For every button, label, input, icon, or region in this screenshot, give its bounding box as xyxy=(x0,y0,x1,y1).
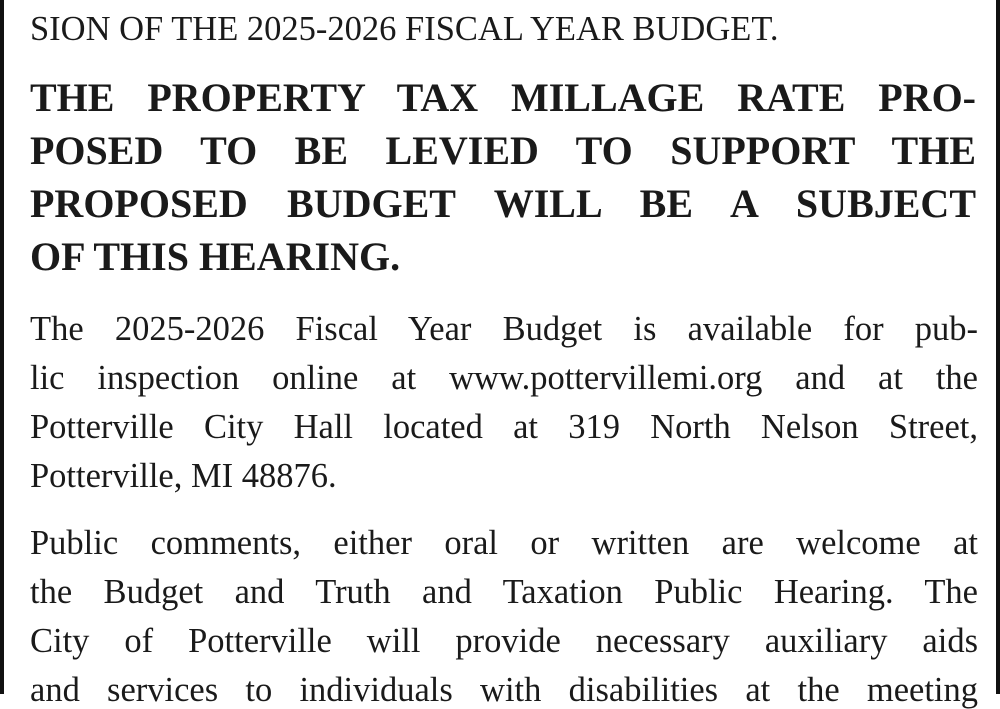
comments-line-1: Public comments, either oral or written are welcome at xyxy=(30,524,978,562)
millage-line-1: THE PROPERTY TAX MILLAGE RATE PRO- xyxy=(30,75,976,120)
millage-line-4: OF THIS HEARING. xyxy=(30,234,401,279)
availability-line-1: The 2025-2026 Fiscal Year Budget is available for pub- xyxy=(30,310,978,348)
comments-line-4: and services to individuals with disabilities at the meeting xyxy=(30,671,978,709)
availability-line-3: Potterville City Hall located at 319 North Nelson Street, xyxy=(30,408,978,446)
availability-line-2: lic inspection online at www.pottervillemi.org and at the xyxy=(30,359,978,397)
comments-line-3: City of Potterville will provide necessary auxiliary aids xyxy=(30,622,978,660)
availability-line-4: Potterville, MI 48876. xyxy=(30,457,337,495)
millage-line-3: PROPOSED BUDGET WILL BE A SUBJECT xyxy=(30,181,976,226)
comments-line-2: the Budget and Truth and Taxation Public Hearing. The xyxy=(30,573,978,611)
intro-line: SION OF THE 2025-2026 FISCAL YEAR BUDGET. xyxy=(30,10,779,48)
millage-line-2: POSED TO BE LEVIED TO SUPPORT THE xyxy=(30,128,976,173)
